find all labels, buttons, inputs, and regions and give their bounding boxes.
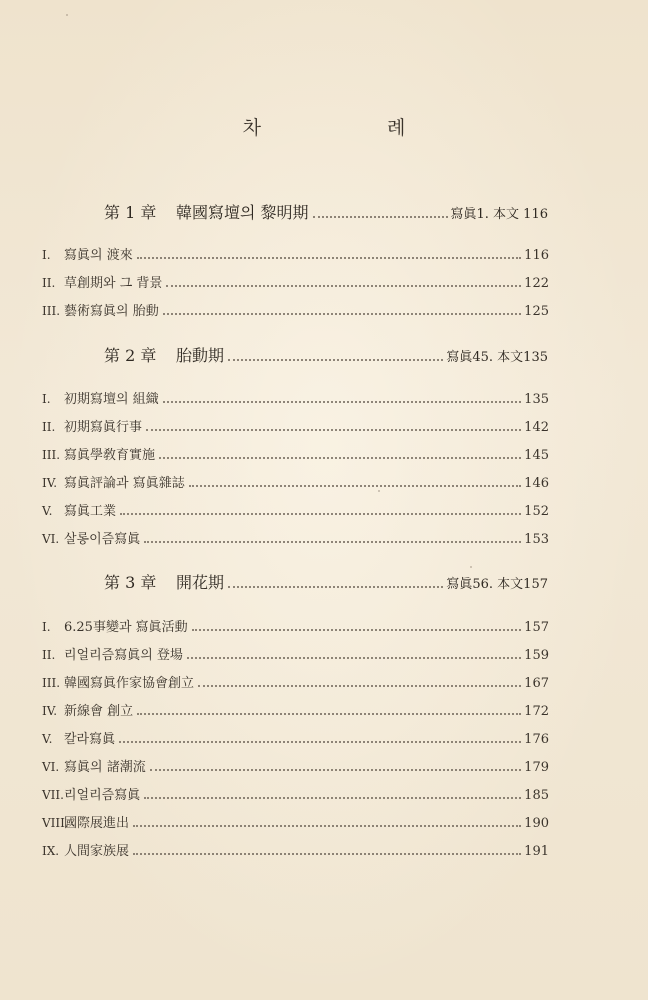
chapter-heading-2 [104, 343, 548, 366]
entry-numeral: VI. [42, 532, 60, 546]
entry-page: 179 [524, 760, 549, 775]
chapter-title: 韓國寫壇의 黎明期 [176, 203, 309, 222]
toc-entry [42, 500, 549, 519]
entry-numeral: I. [42, 248, 51, 262]
paper-speck [378, 490, 380, 492]
toc-entry [42, 840, 549, 859]
toc-entry [42, 272, 549, 291]
entry-page: 122 [524, 276, 549, 291]
entry-label: 寫眞의 渡來 [64, 248, 133, 263]
dot-leader [137, 256, 521, 259]
entry-label: 寫眞評論과 寫眞雜誌 [64, 476, 185, 491]
toc-entry [42, 528, 549, 547]
dot-leader [187, 656, 521, 659]
toc-entry [42, 300, 549, 319]
entry-label: 藝術寫眞의 胎動 [64, 304, 159, 319]
entry-page: 167 [524, 676, 549, 691]
entry-page: 152 [524, 504, 549, 519]
chapter-reference: 寫眞45. 本文135 [446, 350, 548, 365]
dot-leader [313, 215, 448, 218]
entry-numeral: III. [42, 448, 61, 462]
dot-leader [144, 796, 521, 799]
entry-page: 185 [524, 788, 549, 803]
entry-label: 칼라寫眞 [64, 732, 116, 747]
chapter-number: 第 2 章 [104, 346, 157, 365]
paper-speck [470, 566, 472, 568]
dot-leader [228, 585, 443, 588]
entry-label: 初期寫眞行事 [64, 420, 143, 435]
entry-page: 135 [524, 392, 549, 407]
entry-page: 176 [524, 732, 549, 747]
entry-label: 國際展進出 [64, 816, 130, 831]
chapter-heading-1 [104, 200, 548, 223]
entry-label: 初期寫壇의 組織 [64, 392, 159, 407]
toc-entry [42, 616, 549, 635]
dot-leader [133, 852, 521, 855]
entry-page: 172 [524, 704, 549, 719]
chapter-title: 胎動期 [176, 346, 225, 365]
entry-numeral: III. [42, 676, 61, 690]
entry-numeral: VIII. [42, 816, 69, 830]
dot-leader [120, 512, 521, 515]
entry-numeral: IX. [42, 844, 60, 858]
entry-label: 리얼리즘寫眞 [64, 788, 141, 803]
entry-numeral: IV. [42, 476, 58, 490]
toc-entry [42, 388, 549, 407]
toc-entry [42, 416, 549, 435]
toc-title: 차 례 [242, 117, 466, 139]
toc-entry [42, 700, 549, 719]
dot-leader [146, 428, 521, 431]
entry-label: 草創期와 그 背景 [64, 276, 163, 291]
toc-entry [42, 444, 549, 463]
dot-leader [163, 400, 521, 403]
dot-leader [166, 284, 521, 287]
entry-numeral: IV. [42, 704, 58, 718]
entry-label: 新線會 創立 [64, 704, 134, 719]
entry-numeral: V. [42, 732, 53, 746]
toc-entry [42, 728, 549, 747]
entry-numeral: III. [42, 304, 61, 318]
dot-leader [150, 768, 521, 771]
dot-leader [133, 824, 521, 827]
dot-leader [228, 358, 443, 361]
toc-entry [42, 672, 549, 691]
dot-leader [119, 740, 521, 743]
dot-leader [189, 484, 521, 487]
toc-entry [42, 812, 549, 831]
entry-page: 142 [524, 420, 549, 435]
entry-page: 153 [524, 532, 549, 547]
dot-leader [192, 628, 522, 631]
toc-entry [42, 244, 549, 263]
entry-label: 리얼리즘寫眞의 登場 [64, 648, 183, 663]
entry-numeral: II. [42, 648, 56, 662]
entry-page: 191 [524, 844, 549, 859]
toc-entry [42, 756, 549, 775]
entry-page: 125 [524, 304, 549, 319]
chapter-heading-3 [104, 570, 548, 593]
entry-label: 韓國寫眞作家協會創立 [64, 676, 195, 691]
toc-entry [42, 784, 549, 803]
entry-page: 159 [524, 648, 549, 663]
entry-label: 살롱이즘寫眞 [64, 532, 141, 547]
chapter-number: 第 1 章 [104, 203, 157, 222]
toc-entry [42, 644, 549, 663]
toc-entry [42, 472, 549, 491]
dot-leader [159, 456, 521, 459]
entry-numeral: VI. [42, 760, 60, 774]
dot-leader [163, 312, 521, 315]
entry-label: 人間家族展 [64, 844, 130, 859]
chapter-reference: 寫眞1. 本文 116 [450, 207, 548, 222]
entry-numeral: V. [42, 504, 53, 518]
entry-numeral: I. [42, 392, 51, 406]
entry-label: 寫眞學敎育實施 [64, 448, 156, 463]
entry-page: 146 [524, 476, 549, 491]
dot-leader [144, 540, 521, 543]
entry-page: 157 [524, 620, 549, 635]
entry-numeral: I. [42, 620, 51, 634]
entry-numeral: II. [42, 420, 56, 434]
chapter-reference: 寫眞56. 本文157 [446, 577, 548, 592]
paper-speck [66, 14, 68, 16]
chapter-number: 第 3 章 [104, 573, 157, 592]
chapter-title: 開花期 [176, 573, 225, 592]
dot-leader [198, 684, 521, 687]
dot-leader [137, 712, 521, 715]
entry-numeral: II. [42, 276, 56, 290]
entry-page: 145 [524, 448, 549, 463]
entry-label: 6.25事變과 寫眞活動 [64, 620, 188, 635]
entry-page: 116 [524, 248, 549, 263]
entry-page: 190 [524, 816, 549, 831]
entry-numeral: VII. [42, 788, 64, 802]
entry-label: 寫眞의 諸潮流 [64, 760, 146, 775]
entry-label: 寫眞工業 [64, 504, 117, 519]
